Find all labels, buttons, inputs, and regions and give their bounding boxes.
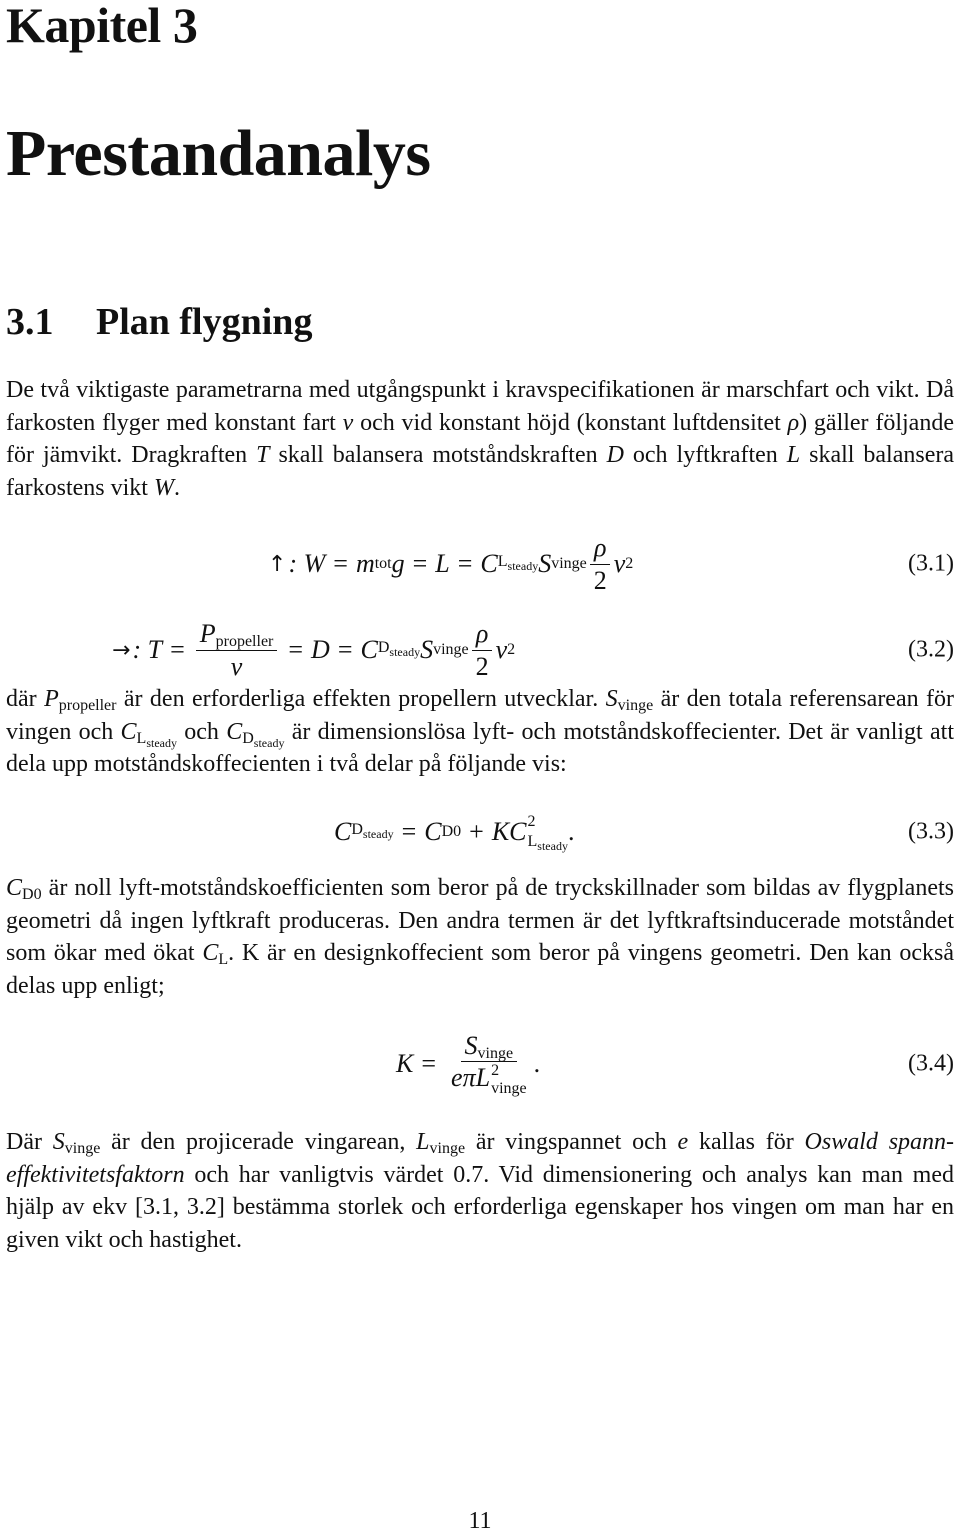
equation-number: (3.3) bbox=[908, 818, 954, 845]
equation-body: → : T = $\frac{P_{propeller}}{v}$ = D = C $D_{steady}$ S vinge $\frac{\rho}{2}$ v 2 bbox=[112, 618, 516, 681]
page-number: 11 bbox=[468, 1508, 492, 1534]
paragraph-zero-lift-drag: $C_{D0}$ är noll lyft-motståndskoefficienten som beror på de tryckskillnader som bildas av flygplanets geometri då ingen lyftkraft produceras. Den andra termen är det lyftkraftsinducerade motståndet som ökar med ökat $C_L$. K är en designkoffecient som beror på vingens geometri. Den kan också delas upp enligt; bbox=[6, 875, 955, 999]
section-title: Plan flygning bbox=[96, 301, 313, 343]
section-number: 3.1 bbox=[6, 301, 54, 343]
fraction: $\frac{\rho}{2}$ bbox=[472, 619, 493, 682]
equation-3-4 bbox=[0, 1022, 954, 1106]
equation-body: K = $S_{vinge}$ eπL 2 vinge . bbox=[396, 1030, 541, 1098]
right-arrow-icon: → bbox=[112, 637, 131, 663]
chapter-label: Kapitel 3 bbox=[6, 0, 198, 53]
chapter-title: Prestandanalys bbox=[6, 117, 431, 190]
fraction: $\frac{\rho}{2}$ bbox=[590, 533, 611, 596]
paragraph-coefficients: där $P_{propeller}$ är den erforderliga effekten propellern utvecklar. $S_{vinge}$ är den totala referensarean för vingen och $C_{L_{steady}}$ och $C_{D_{steady}}$ är dimensionslösa lyft- och motståndskoffecienter. Det är vanligt att dela upp motståndskoffecienten i två delar på följande vis: bbox=[6, 686, 954, 777]
fraction: $\frac{P_{propeller}}{v}$ bbox=[196, 619, 278, 682]
paragraph-oswald: Där $S_{vinge}$ är den projicerade vingarean, $L_{vinge}$ är vingspannet och e kallas för Oswald spann-effektivitetsfaktorn och har vanligtvis värdet 0.7. Vid dimensionering och analys kan man med hjälp av ekv [3.1, 3.2] bestämma storlek och erforderliga egenskaper hos vingen om man har en given vikt och hastighet. bbox=[6, 1129, 955, 1253]
equation-body: ↑ : W = m tot g = L = C $L_{steady}$ S vinge $\frac{\rho}{2}$ v 2 bbox=[268, 532, 634, 595]
paragraph-equilibrium: De två viktigaste parametrarna med utgångspunkt i kravspecifikationen är marschfart och vikt. Då farkosten flyger med konstant fart v och vid konstant höjd (konstant luftdensitet ρ) gäller följande för jämvikt. Dragkraften T skall balansera motståndskraften D och lyftkraften L skall balansera farkostens vikt W. bbox=[6, 377, 955, 501]
equation-number: (3.2) bbox=[908, 636, 954, 663]
section-heading bbox=[6, 302, 312, 344]
equation-body: C $D_{steady}$ = C D0 + K C 2 $L_{steady}$ . bbox=[334, 813, 575, 853]
fraction: $S_{vinge}$ eπL 2 vinge bbox=[451, 1030, 527, 1098]
equation-number: (3.1) bbox=[908, 550, 954, 577]
equation-3-3 bbox=[0, 800, 954, 864]
equation-3-2 bbox=[0, 608, 954, 692]
equation-number: (3.4) bbox=[908, 1050, 954, 1077]
equation-3-1 bbox=[0, 532, 954, 596]
up-arrow-icon: ↑ bbox=[268, 551, 287, 577]
